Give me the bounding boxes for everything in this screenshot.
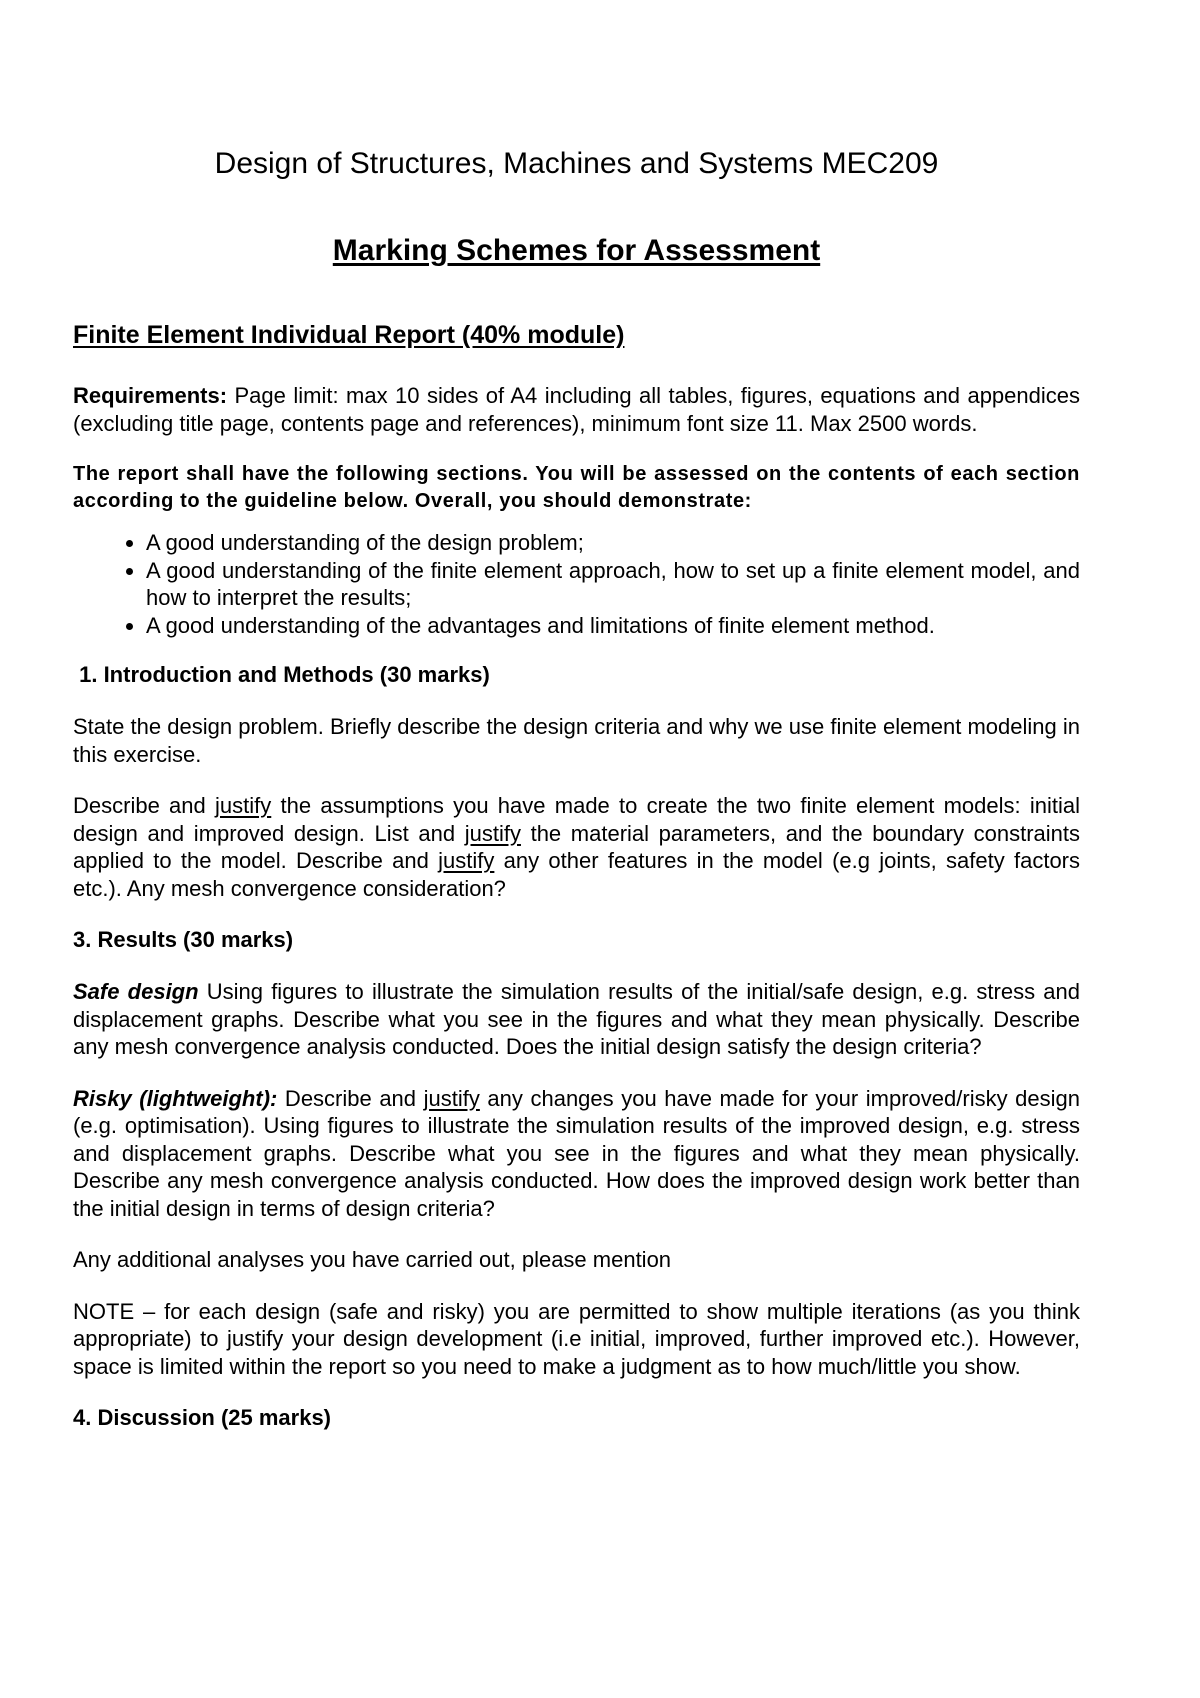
justify-emphasis: justify (215, 793, 272, 818)
assumptions-paragraph (73, 792, 1080, 902)
text-run: any other features in the model (e.g joints, safety factors etc.). Any mesh convergence consideration? (73, 848, 1081, 901)
design-problem-paragraph: State the design problem. Briefly describe the design criteria and why we use finite element modeling in this exercise. (73, 714, 1080, 767)
results-heading: 3. Results (30 marks) (73, 927, 294, 952)
text-run: any changes you have made for your improved/risky design (e.g. optimisation). Using figures to illustrate the simulation results of the improved design, e.g. stress and displacement graphs. Describe what you see in the figures and what they mean physically. Describe any mesh convergence analysis conducted. How does the improved design work better than the initial design in terms of design criteria? (73, 1085, 1080, 1221)
section-heading: Finite Element Individual Report (40% module) (73, 321, 625, 349)
safe-design-text: Using figures to illustrate the simulation results of the initial/safe design, e.g. stress and displacement graphs. Describe what you see in the figures and what they mean physically. Describe any mesh convergence analysis conducted. Does the initial design satisfy the design criteria? (73, 979, 1080, 1059)
additional-analyses-paragraph: Any additional analyses you have carried out, please mention (73, 1247, 672, 1272)
text-run: the material parameters, and the boundary constraints applied to the model. Describe and (73, 820, 1080, 873)
assessment-intro: The report shall have the following sections. You will be assessed on the contents of each section according to the guideline below. Overall, you should demonstrate: (73, 463, 1080, 512)
discussion-heading: 4. Discussion (25 marks) (73, 1405, 332, 1430)
text-run: Describe and (73, 793, 216, 818)
list-item: • A good understanding of the finite element approach, how to set up a finite element model, and how to interpret the results; (146, 557, 1080, 612)
list-item: • A good understanding of the design problem; (146, 529, 1080, 557)
risky-design-label: Risky (lightweight): (73, 1085, 278, 1111)
text-run: the assumptions you have made to create the two finite element models: initial design and improved design. List and (73, 793, 1080, 846)
risky-design-paragraph (73, 1085, 1080, 1223)
justify-emphasis: justify (438, 848, 495, 873)
requirements-paragraph (73, 382, 1080, 437)
justify-emphasis: justify (464, 820, 521, 846)
justify-emphasis: justify (423, 1085, 480, 1111)
note-paragraph: NOTE – for each design (safe and risky) you are permitted to show multiple iterations (as you think appropriate) to justify your design development (i.e initial, improved, further improved etc.). However, space is limited within the report so you need to make a judgment as to how much/little you show. (73, 1298, 1080, 1379)
safe-design-paragraph (73, 978, 1080, 1061)
document-subtitle: Marking Schemes for Assessment (332, 234, 821, 267)
intro-methods-heading: 1. Introduction and Methods (30 marks) (73, 662, 490, 687)
list-item: • A good understanding of the advantages and limitations of finite element method. (146, 612, 1080, 640)
text-run: Describe and (277, 1085, 424, 1111)
safe-design-label: Safe design (73, 979, 199, 1004)
document-body (73, 320, 1080, 1456)
demonstrate-list (73, 529, 1080, 639)
document-title: Design of Structures, Machines and Systems MEC209 (214, 147, 939, 180)
requirements-label: Requirements: (73, 383, 228, 408)
requirements-text: Page limit: max 10 sides of A4 including all tables, figures, equations and appendices (excluding title page, contents page and references), minimum font size 11. Max 2500 words. (73, 383, 1080, 436)
